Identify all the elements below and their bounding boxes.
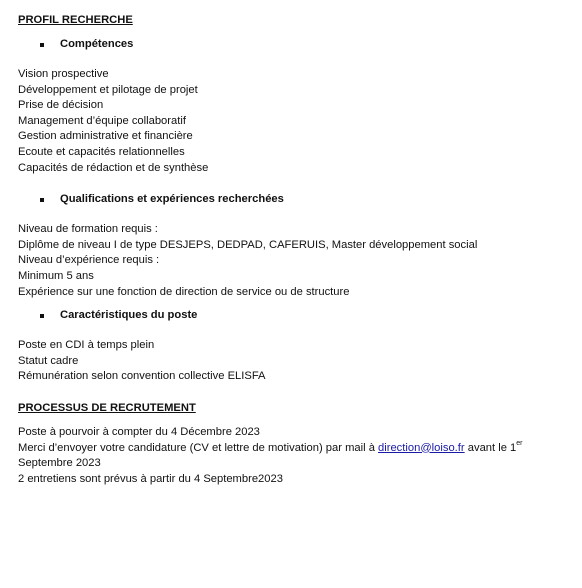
competences-list [18,67,574,176]
bullet-icon [40,43,44,47]
processus-section-title: PROCESSUS DE RECRUTEMENT [18,401,196,414]
list-item: Expérience sur une fonction de direction de service ou de structure [18,285,350,298]
list-item: Développement et pilotage de projet [18,83,198,96]
profil-section-title: PROFIL RECHERCHE [18,14,133,26]
caracteristiques-list [18,338,574,385]
processus-body [18,425,574,487]
email-link[interactable]: direction@loiso.fr [378,441,465,454]
list-item: Niveau de formation requis : [18,223,158,236]
caracteristiques-heading [18,308,574,324]
qualifications-list [18,222,574,300]
list-item: Niveau d’expérience requis : [18,254,160,267]
application-line [18,441,574,457]
list-item: Ecoute et capacités relationnelles [18,145,185,158]
list-item: Minimum 5 ans [18,269,94,282]
list-item: Diplôme de niveau I de type DESJEPS, DEDPAD, CAFERUIS, Master développement social [18,238,478,251]
list-item: Rémunération selon convention collective ELISFA [18,370,266,383]
competences-heading-label: Compétences [60,38,134,51]
caracteristiques-heading-label: Caractéristiques du poste [60,309,198,322]
qualifications-heading [18,192,574,208]
list-item: Capacités de rédaction et de synthèse [18,161,209,174]
list-item: Gestion administrative et financière [18,130,193,143]
start-date-line: Poste à pourvoir à compter du 4 Décembre 2023 [18,425,260,438]
list-item: Poste en CDI à temps plein [18,339,155,352]
application-text: Merci d’envoyer votre candidature (CV et lettre de motivation) par mail à [18,441,379,454]
ordinal-suffix: er [516,439,523,447]
deadline-month-line: Septembre 2023 [18,457,101,470]
deadline-text: avant le 1 [464,441,517,454]
bullet-icon [40,314,44,318]
list-item: Prise de décision [18,99,104,112]
bullet-icon [40,198,44,202]
interviews-line: 2 entretiens sont prévus à partir du 4 Septembre2023 [18,472,283,485]
list-item: Vision prospective [18,68,109,80]
competences-heading [18,37,574,53]
list-item: Statut cadre [18,354,79,367]
job-posting-document [18,13,574,487]
list-item: Management d’équipe collaboratif [18,114,186,127]
qualifications-heading-label: Qualifications et expériences recherchées [60,193,284,206]
